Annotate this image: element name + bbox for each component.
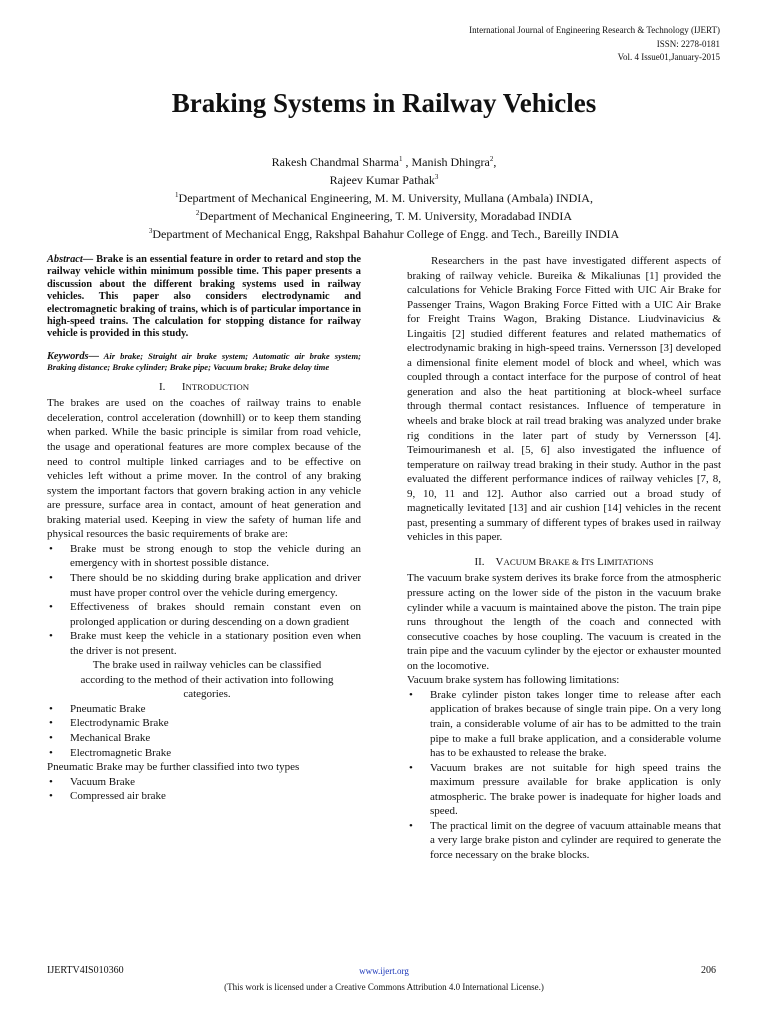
section-heading-vacuum-brake bbox=[407, 555, 721, 570]
author-name-1: Rakesh Chandmal Sharma bbox=[271, 155, 399, 169]
list-item: • Mechanical Brake bbox=[47, 731, 361, 746]
footer-license: (This work is licensed under a Creative Commons Attribution 4.0 International License.) bbox=[224, 982, 544, 992]
sc-initial: I bbox=[581, 555, 585, 568]
left-column bbox=[47, 254, 361, 804]
affiliation-1 bbox=[0, 188, 768, 206]
author-sup-1: 1 bbox=[398, 155, 403, 163]
author-sup-3: 3 bbox=[434, 173, 439, 181]
author-name-3: Rajeev Kumar Pathak bbox=[329, 173, 435, 187]
sc-rest: RAKE & bbox=[545, 556, 581, 567]
abstract bbox=[47, 254, 361, 341]
list-item: • There should be no skidding during brake application and driver must have proper control over the vehicle during emergency. bbox=[47, 571, 361, 600]
pneumatic-list bbox=[47, 775, 361, 804]
affiliation-3 bbox=[0, 224, 768, 242]
sc-initial: V bbox=[495, 555, 504, 568]
aff-text-3: Department of Mechanical Engg, Rakshpal Bahahur College of Engg. and Tech., Bareilly INDIA bbox=[152, 227, 620, 241]
aff-sup-1: 1 bbox=[175, 191, 179, 199]
list-item: • Brake cylinder piston takes longer time to release after each application of brakes because of single train pipe. On a very long train, a considerable volume of air has to be admitted to the train pipe to make a full brake application, and a considerable volume has to be exhausted to release the brake. bbox=[407, 688, 721, 761]
author-line-1 bbox=[0, 152, 768, 170]
section-heading-introduction bbox=[47, 380, 361, 395]
section-title-initial: I bbox=[181, 380, 186, 393]
sc-initial: B bbox=[538, 555, 546, 568]
journal-volume: Vol. 4 Issue01,January-2015 bbox=[617, 52, 720, 62]
section-number: II. bbox=[474, 555, 485, 568]
section-title-rest: NTRODUCTION bbox=[185, 381, 250, 392]
aff-text-1: Department of Mechanical Engineering, M. M. University, Mullana (Ambala) INDIA, bbox=[178, 191, 593, 205]
abstract-label: Abstract— bbox=[47, 254, 94, 265]
right-column bbox=[407, 254, 721, 862]
author-block bbox=[0, 152, 768, 242]
list-item: • Electrodynamic Brake bbox=[47, 716, 361, 731]
aff-text-2: Department of Mechanical Engineering, T. M. University, Moradabad INDIA bbox=[199, 209, 573, 223]
footer-paper-id: IJERTV4IS010360 bbox=[47, 965, 124, 976]
list-item: • Electromagnetic Brake bbox=[47, 746, 361, 761]
keywords-label: Keywords— bbox=[47, 350, 99, 362]
sc-rest: TS bbox=[584, 556, 598, 567]
list-item: • Compressed air brake bbox=[47, 789, 361, 804]
author-name-2: , Manish Dhingra bbox=[402, 155, 490, 169]
author-sup-2: 2 bbox=[489, 155, 494, 163]
section-number: I. bbox=[158, 380, 166, 393]
footer-page-number: 206 bbox=[701, 965, 716, 976]
author-comma: , bbox=[493, 155, 497, 169]
keywords-text: Air brake; Straight air brake system; Automatic air brake system; Braking distance; Brake cylinder; Brake pipe; Vacuum brake; Brake delay time bbox=[47, 350, 361, 373]
vacuum-paragraph: The vacuum brake system derives its brake force from the atmospheric pressure acting on the lower side of the piston in the vacuum brake cylinder while a vacuum is maintained above the piston. The train pipe runs throughout the length of the coach and connected with consecutive coaches by hose coupling. The vacuum is created in the train pipe and the vacuum cylinder by the ejector or exhauster mounted on the locomotive. bbox=[407, 572, 721, 672]
list-item: • Effectiveness of brakes should remain constant even on prolonged application or during descending on a down gradient bbox=[47, 600, 361, 629]
keywords bbox=[47, 351, 361, 374]
sc-rest: ACUUM bbox=[503, 556, 539, 567]
intro-paragraph: The brakes are used on the coaches of railway trains to enable deceleration, control acceleration (downhill) or to keep them standing when parked. While the basic principle is similar from road vehicle, the usage and operational features are more complex because of the need to control multiple linked carriages and to be effective on vehicles left without a prime mover. In the control of any braking system the important factors that govern braking action in any vehicle are pressure, surface area in contact, amount of heat generation and braking material used. Keeping in view the safety of human life and physical resources the basic requirements of brake are: bbox=[47, 397, 361, 541]
classification-text: The brake used in railway vehicles can be classified according to the method of their activation into following categories. bbox=[80, 659, 334, 701]
journal-header bbox=[469, 24, 720, 65]
list-item: • The practical limit on the degree of vacuum attainable means that a very large brake piston and cylinder are required to generate the force necessary on the brake blocks. bbox=[407, 819, 721, 863]
sc-initial: L bbox=[597, 555, 604, 568]
limitations-intro: Vacuum brake system has following limitations: bbox=[407, 674, 620, 687]
author-line-2 bbox=[0, 170, 768, 188]
abstract-text: Brake is an essential feature in order to retard and stop the railway vehicle within minimum possible time. This paper presents a discussion about the different braking systems used in railway vehicles. This paper also considers electrodynamic and electromagnetic braking of trains, which is of particular importance in high-speed trains. The calculation for stopping distance for railway vehicle is provided in this study. bbox=[47, 254, 361, 340]
affiliation-2 bbox=[0, 206, 768, 224]
list-item: • Vacuum Brake bbox=[47, 775, 361, 790]
list-item: • Vacuum brakes are not suitable for high speed trains the maximum pressure available for brake application is only atmospheric. The brake power is inadequate for higher loads and speed. bbox=[407, 761, 721, 819]
requirements-list bbox=[47, 542, 361, 658]
paper-title: Braking Systems in Railway Vehicles bbox=[171, 88, 597, 118]
sc-rest: IMITATIONS bbox=[603, 556, 654, 567]
category-list bbox=[47, 702, 361, 760]
pneumatic-intro: Pneumatic Brake may be further classified into two types bbox=[47, 761, 300, 774]
list-item: • Pneumatic Brake bbox=[47, 702, 361, 717]
list-item: • Brake must keep the vehicle in a stationary position even when the driver is not present. bbox=[47, 629, 361, 658]
journal-issn: ISSN: 2278-0181 bbox=[656, 38, 720, 49]
literature-paragraph: Researchers in the past have investigated different aspects of braking of railway vehicle. Bureika & Mikaliunas [1] provided the calculations for Vehicle Braking Force Fitted with UIC Air Brake for Passenger Trains, Wagon Braking Force Fitted with a UIC Air Brake for Freight Trains Wagon, Braking Distance. Liudvinavicius & Lingaitis [2] studied different features and related mathematics of electrodynamic braking in high-speed trains. Vernersson [3] developed a dimensional finite element model of block and wheel, which was coupled through a contact interface for the purpose of control of heat generation and also the heat partitioning at block-wheel surface through thermal contact resistances. Influence of temperature in wheels and brake block at rail tread braking was analyzed under brake rig conditions in the later part of study by Vernersson [4]. Teimourimanesh et al. [5, 6] also investigated the influence of temperature on railway tread braking in their study. Author in the past evaluated the different performance indices of railway vehicles [7, 8, 9, 10, 11 and 12]. Author also carried out a broad study of magnetically levitated [13] and air cushion [14] vehicles in the recent past, presenting a summary of different types of brakes used in railway vehicles in this paper. bbox=[407, 255, 721, 544]
limitations-list bbox=[407, 688, 721, 863]
footer-url[interactable]: www.ijert.org bbox=[359, 966, 409, 976]
journal-name: International Journal of Engineering Research & Technology (IJERT) bbox=[469, 25, 720, 35]
list-item: • Brake must be strong enough to stop the vehicle during an emergency with in shortest possible distance. bbox=[47, 542, 361, 571]
aff-sup-3: 3 bbox=[148, 227, 153, 235]
aff-sup-2: 2 bbox=[195, 209, 200, 217]
